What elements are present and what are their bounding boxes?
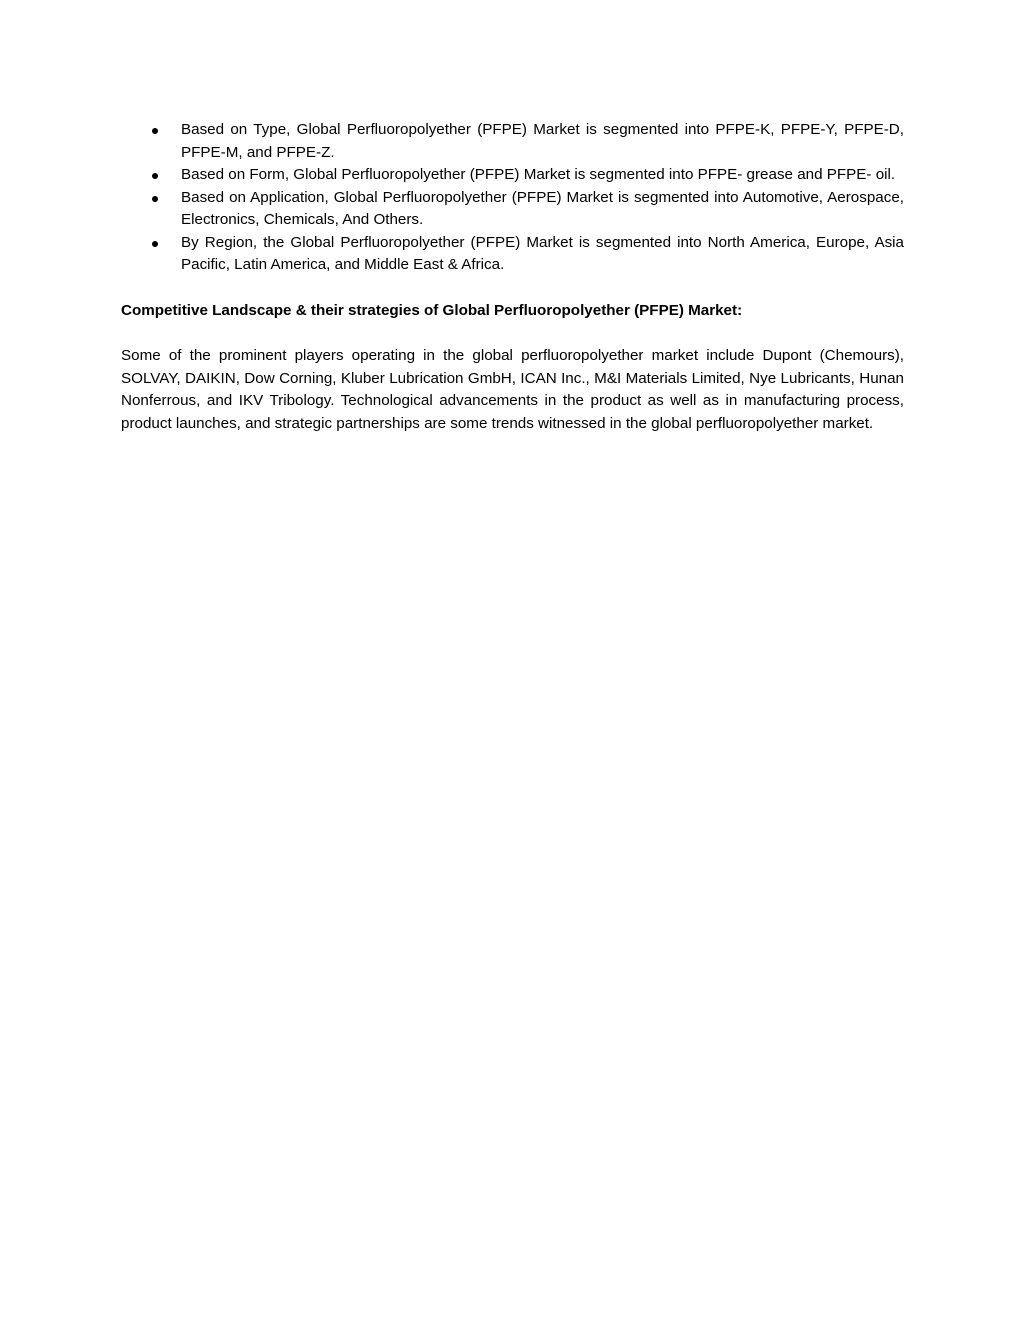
list-item bbox=[121, 187, 904, 232]
list-item bbox=[121, 232, 904, 277]
body-paragraph: Some of the prominent players operating in the global perfluoropolyether market include Dupont (Chemours), SOLVAY, DAIKIN, Dow Corning, Kluber Lubrication GmbH, ICAN Inc., M&I Materials Limited, Nye Lubricants, Hunan Nonferrous, and IKV Tribology. Technological advancements in the product as well as in manufacturing process, product launches, and strategic partnerships are some trends witnessed in the global perfluoropolyether market. bbox=[121, 347, 904, 432]
list-item bbox=[121, 164, 904, 187]
bullet-icon bbox=[152, 128, 158, 134]
segmentation-list bbox=[121, 119, 904, 277]
bullet-icon bbox=[152, 196, 158, 202]
section-heading: Competitive Landscape & their strategies of Global Perfluoropolyether (PFPE) Market: bbox=[121, 301, 743, 319]
list-item-text: Based on Type, Global Perfluoropolyether (PFPE) Market is segmented into PFPE-K, PFPE-Y, PFPE-D, PFPE-M, and PFPE-Z. bbox=[181, 121, 904, 161]
bullet-icon bbox=[152, 241, 158, 247]
document-body bbox=[121, 119, 904, 435]
list-item bbox=[121, 119, 904, 164]
list-item-text: By Region, the Global Perfluoropolyether (PFPE) Market is segmented into North America, Europe, Asia Pacific, Latin America, and Middle East & Africa. bbox=[181, 233, 904, 273]
list-item-text: Based on Application, Global Perfluoropolyether (PFPE) Market is segmented into Automotive, Aerospace, Electronics, Chemicals, And Others. bbox=[181, 188, 904, 228]
list-item-text: Based on Form, Global Perfluoropolyether (PFPE) Market is segmented into PFPE- grease and PFPE- oil. bbox=[181, 166, 896, 183]
bullet-icon bbox=[152, 173, 158, 179]
